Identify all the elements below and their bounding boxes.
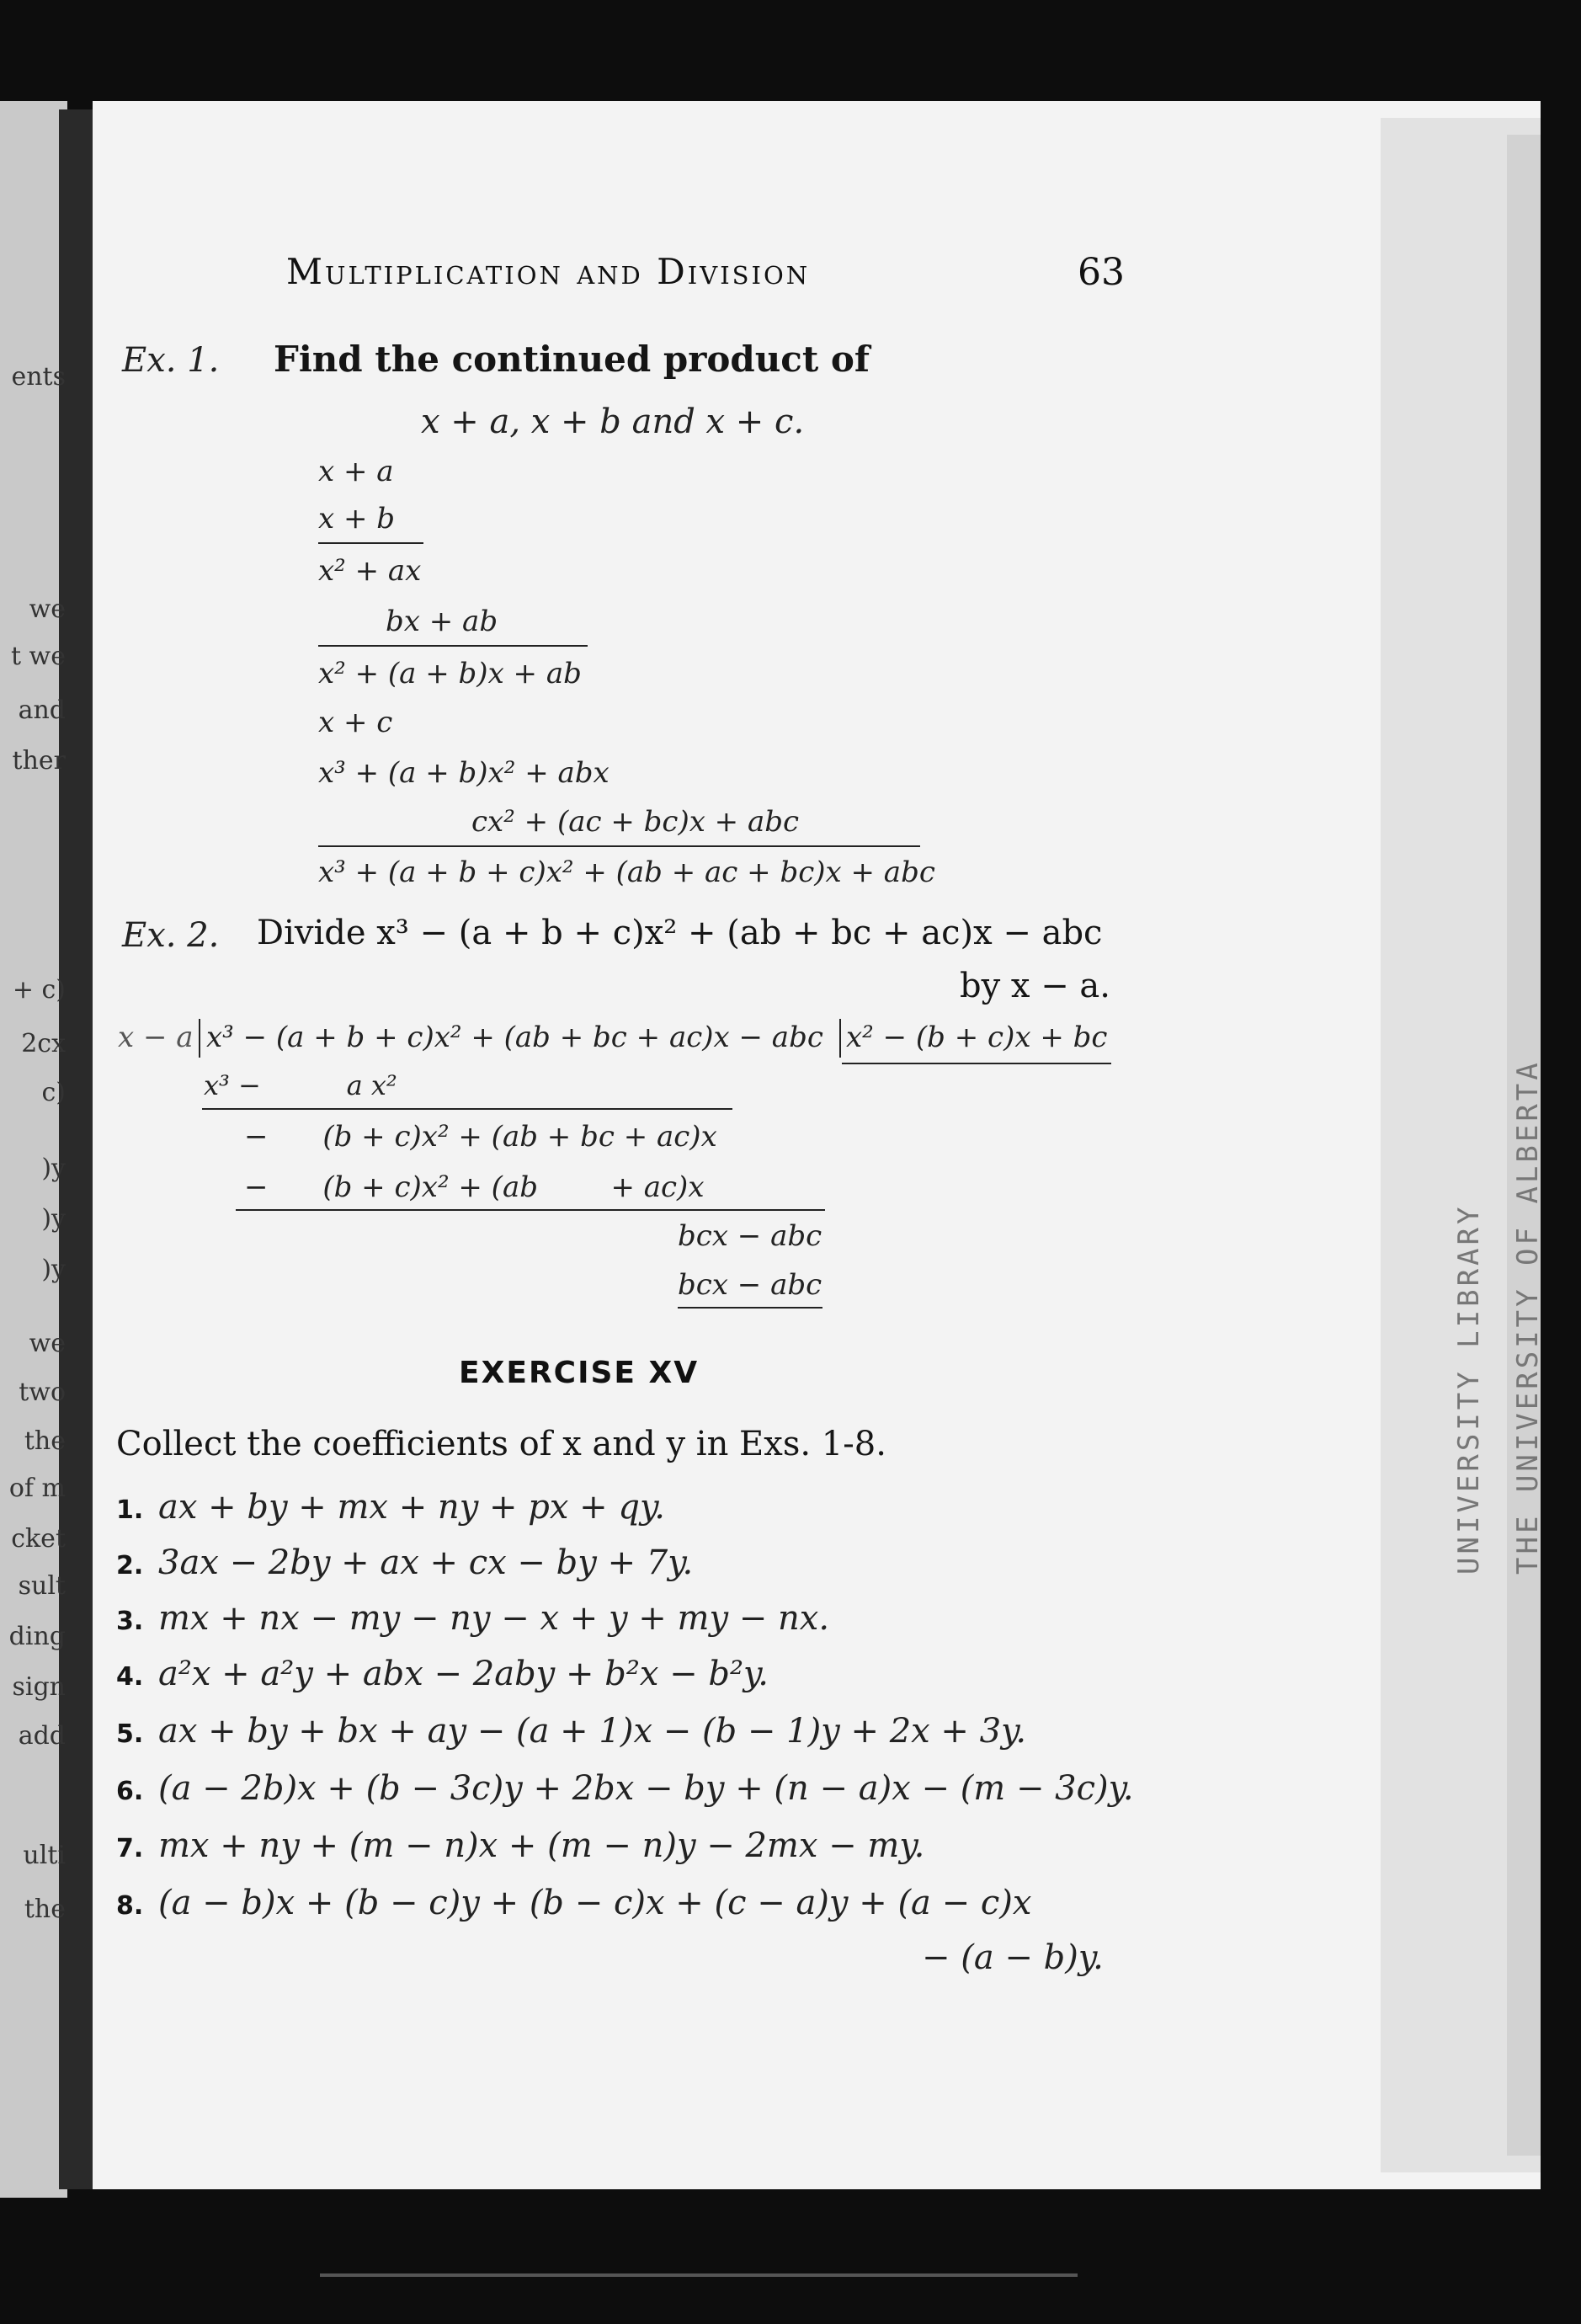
page-bottom-shadow bbox=[320, 2273, 1078, 2277]
exercise-item bbox=[116, 1767, 1134, 1808]
example-instruction: Find the continued product of bbox=[274, 338, 870, 380]
left-fragment: t we bbox=[10, 642, 66, 671]
left-fragment: ding bbox=[8, 1622, 66, 1651]
item-expression: ax + by + bx + ay − (a + 1)x − (b − 1)y + 2x + 3y. bbox=[158, 1712, 1027, 1751]
item-number: 4. bbox=[116, 1662, 144, 1692]
item-expression: (a − 2b)x + (b − 3c)y + 2bx − by + (n − a)x − (m − 3c)y. bbox=[158, 1769, 1134, 1808]
divisor: x − a bbox=[118, 1021, 194, 1054]
rule bbox=[318, 542, 423, 544]
item-number: 1. bbox=[116, 1495, 144, 1525]
divisor-text: by x − a. bbox=[960, 967, 1110, 1005]
item-expression: 3ax − 2by + ax + cx − by + 7y. bbox=[158, 1543, 694, 1582]
item-number: 6. bbox=[116, 1777, 144, 1806]
exercise-item bbox=[116, 1824, 924, 1865]
running-head: Multiplication and Division bbox=[286, 251, 811, 292]
left-fragment: ulti bbox=[23, 1841, 66, 1870]
left-fragment: of m bbox=[8, 1474, 66, 1503]
exercise-item bbox=[116, 1881, 1031, 1922]
left-fragment: two bbox=[19, 1378, 66, 1407]
left-fragment: )y bbox=[41, 1204, 66, 1234]
exercise-heading: EXERCISE XV bbox=[459, 1356, 700, 1390]
division-bracket bbox=[199, 1019, 200, 1058]
library-stamp bbox=[1440, 1059, 1557, 1575]
left-facing-page bbox=[0, 101, 67, 2198]
item-number: 7. bbox=[116, 1834, 144, 1863]
exercise-item bbox=[116, 1709, 1026, 1751]
item-number: 2. bbox=[116, 1551, 144, 1580]
rule bbox=[236, 1209, 825, 1211]
work-line: bx + ab bbox=[386, 605, 498, 638]
work-line: bcx − abc bbox=[678, 1268, 822, 1302]
rule bbox=[842, 1063, 1111, 1064]
book-gutter bbox=[59, 109, 93, 2189]
left-fragment: the bbox=[24, 1895, 66, 1924]
work-line: − (b + c)x² + (ab + ac)x bbox=[244, 1170, 705, 1204]
left-fragment: we bbox=[29, 1329, 66, 1358]
left-fragment: ents bbox=[11, 362, 66, 392]
item-expression: (a − b)x + (b − c)y + (b − c)x + (c − a)y + (a − c)x bbox=[158, 1884, 1032, 1922]
work-line: x³ + (a + b + c)x² + (ab + ac + bc)x + abc bbox=[318, 856, 935, 889]
work-line: x² + ax bbox=[318, 554, 422, 588]
exercise-item bbox=[116, 1652, 769, 1693]
work-line: − (b + c)x² + (ab + bc + ac)x bbox=[244, 1120, 717, 1154]
left-fragment: add bbox=[18, 1721, 66, 1751]
left-fragment: ther bbox=[12, 746, 66, 776]
page-number: 63 bbox=[1078, 251, 1125, 294]
rule bbox=[318, 645, 588, 647]
division-bracket bbox=[839, 1019, 841, 1058]
exercise-item bbox=[116, 1541, 693, 1582]
item-number: 8. bbox=[116, 1891, 144, 1921]
left-fragment: c) bbox=[41, 1078, 66, 1107]
work-line: cx² + (ac + bc)x + abc bbox=[471, 805, 800, 839]
left-fragment: cket bbox=[11, 1524, 66, 1554]
left-fragment: the bbox=[24, 1426, 66, 1456]
item-number: 5. bbox=[116, 1719, 144, 1749]
example-instruction: Divide x³ − (a + b + c)x² + (ab + bc + ac)x − abc bbox=[257, 914, 1103, 952]
item-expression: a²x + a²y + abx − 2aby + b²x − b²y. bbox=[158, 1655, 769, 1693]
work-line: bcx − abc bbox=[678, 1219, 822, 1253]
left-fragment: sign bbox=[12, 1672, 66, 1702]
left-fragment: 2cx bbox=[21, 1029, 66, 1058]
example-label: Ex. 2. bbox=[122, 916, 220, 955]
work-line: x³ + (a + b)x² + abx bbox=[318, 756, 610, 790]
work-line: x + a bbox=[318, 455, 394, 488]
work-line: x + b bbox=[318, 502, 396, 536]
dividend: x³ − (a + b + c)x² + (ab + bc + ac)x − abc bbox=[206, 1021, 823, 1054]
stamp-line: THE UNIVERSITY OF ALBERTA bbox=[1511, 1059, 1545, 1575]
stamp-line: UNIVERSITY LIBRARY bbox=[1452, 1203, 1486, 1575]
item-continuation: − (a − b)y. bbox=[922, 1938, 1104, 1977]
quotient: x² − (b + c)x + bc bbox=[846, 1021, 1108, 1054]
rule bbox=[678, 1307, 822, 1309]
rule bbox=[318, 845, 920, 847]
left-fragment: and bbox=[18, 696, 66, 725]
item-expression: mx + nx − my − ny − x + y + my − nx. bbox=[158, 1599, 830, 1638]
item-expression: ax + by + mx + ny + px + qy. bbox=[158, 1488, 665, 1527]
example-factors: x + a, x + b and x + c. bbox=[421, 402, 805, 441]
left-fragment: sult bbox=[18, 1571, 66, 1601]
left-fragment: )y bbox=[41, 1255, 66, 1284]
left-fragment: )y bbox=[41, 1154, 66, 1183]
example-label: Ex. 1. bbox=[122, 341, 220, 380]
exercise-item bbox=[116, 1485, 665, 1527]
item-expression: mx + ny + (m − n)x + (m − n)y − 2mx − my. bbox=[158, 1826, 925, 1865]
work-line: x³ − a x² bbox=[204, 1069, 397, 1101]
exercise-item bbox=[116, 1596, 829, 1638]
work-line: x² + (a + b)x + ab bbox=[318, 657, 582, 690]
left-fragment: + c) bbox=[12, 975, 66, 1005]
work-line: x + c bbox=[318, 706, 393, 739]
rule bbox=[202, 1108, 732, 1110]
item-number: 3. bbox=[116, 1607, 144, 1636]
left-fragment: we bbox=[29, 594, 66, 624]
exercise-instruction: Collect the coefficients of x and y in Exs. 1-8. bbox=[116, 1425, 886, 1463]
